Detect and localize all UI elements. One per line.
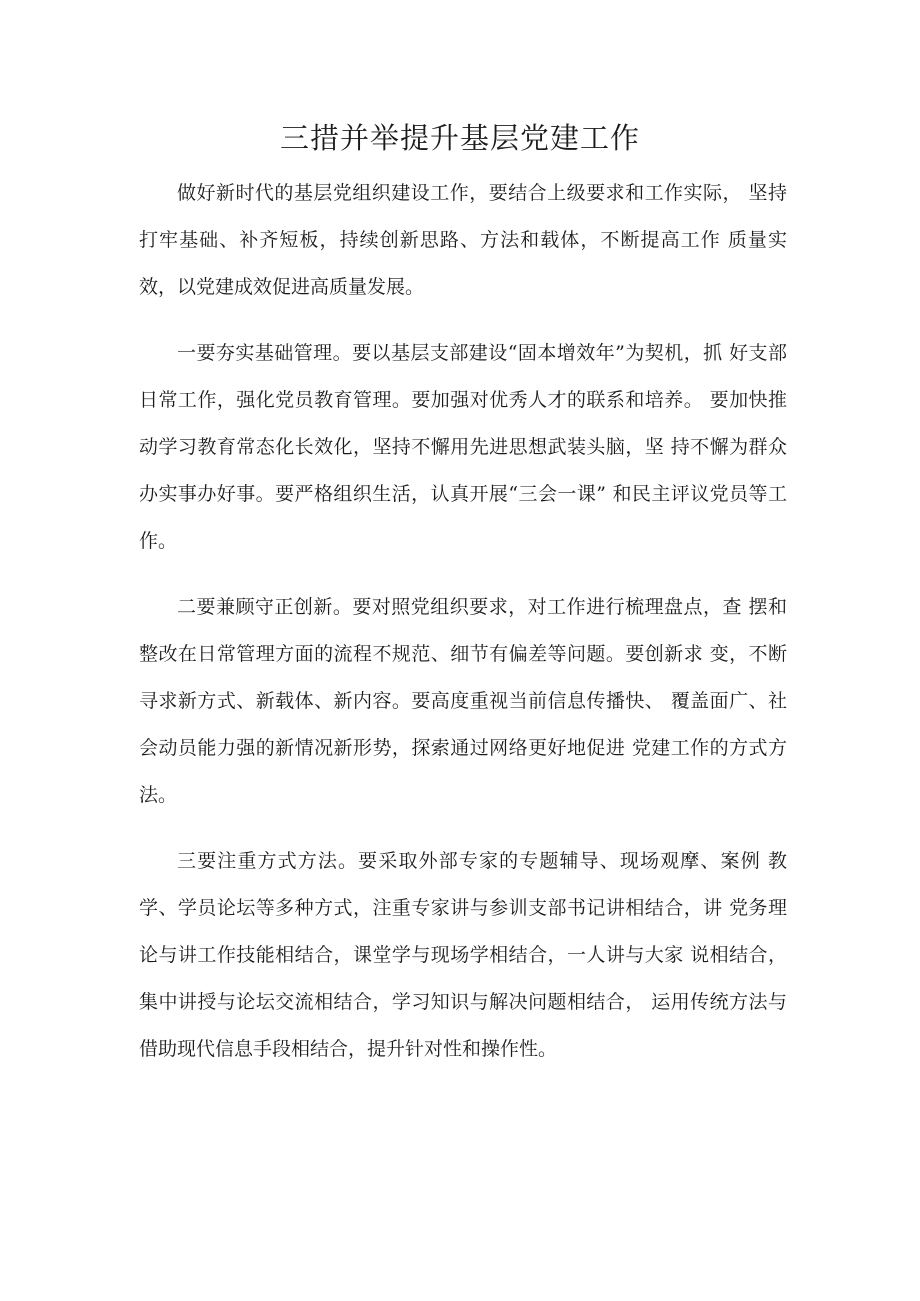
paragraph-intro: 做好新时代的基层党组织建设工作，要结合上级要求和工作实际， 坚持打牢基础、补齐短板，持续创新思路、方法和载体，不断提高工作 质量实效，以党建成效促进高质量发展。 (139, 182, 787, 298)
paragraph-point-2: 二要兼顾守正创新。要对照党组织要求，对工作进行梳理盘点，查 摆和整改在日常管理方面的流程不规范、细节有偏差等问题。要创新求 变，不断寻求新方式、新载体、新内容。要高度重视当前信息传播快、 覆盖面广、社会动员能力强的新情况新形势，探索通过网络更好地促进 党建工作的方式方法。 (139, 596, 787, 806)
document-title: 三措并举提升基层党建工作 (279, 121, 640, 155)
document-body (139, 170, 787, 1092)
paragraph-point-3: 三要注重方式方法。要采取外部专家的专题辅导、现场观摩、案例 教学、学员论坛等多种方式，注重专家讲与参训支部书记讲相结合，讲 党务理论与讲工作技能相结合，课堂学与现场学相结合，一人讲与大家 说相结合，集中讲授与论坛交流相结合，学习知识与解决问题相结合， 运用传统方法与借助现代信息手段相结合，提升针对性和操作性。 (139, 850, 787, 1060)
paragraph-point-1: 一要夯实基础管理。要以基层支部建设“固本增效年”为契机，抓 好支部日常工作，强化党员教育管理。要加强对优秀人才的联系和培养。 要加快推动学习教育常态化长效化，坚持不懈用先进思想武装头脑，坚 持不懈为群众办实事办好事。要严格组织生活，认真开展“三会一课” 和民主评议党员等工作。 (139, 342, 787, 552)
